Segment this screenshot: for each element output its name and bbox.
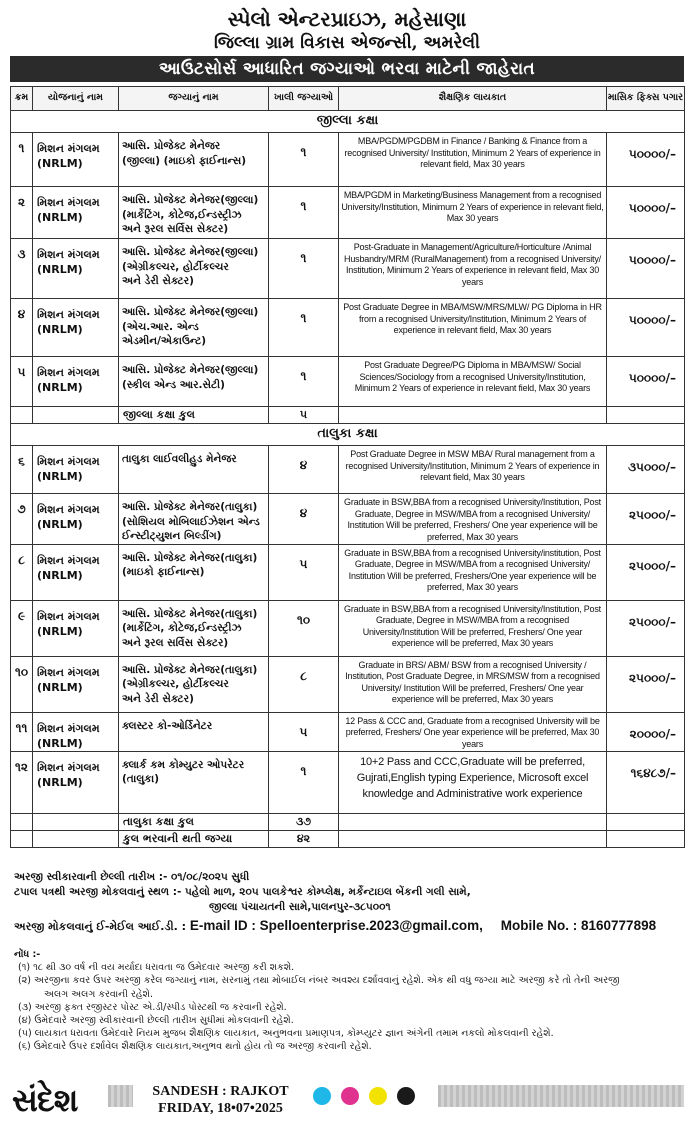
vacancy-cell: ૫ bbox=[269, 712, 339, 751]
section-row-district bbox=[11, 111, 685, 133]
table-row bbox=[11, 656, 685, 712]
table-row bbox=[11, 494, 685, 545]
salary-cell: ૧૬૪૮૭/– bbox=[607, 751, 685, 813]
edition-name: SANDESH : RAJKOT bbox=[152, 1084, 289, 1099]
col-header-vacancies: ખાલી જગ્યાઓ bbox=[269, 87, 339, 111]
qualification-cell: 12 Pass & CCC and, Graduate from a recognised University will be preferred, Freshers/ One year experience will be preferred, Max 30 years bbox=[339, 712, 607, 751]
salary-cell: ૨૫૦૦૦/– bbox=[607, 494, 685, 545]
table-header-row bbox=[11, 87, 685, 111]
vacancy-cell: ૧ bbox=[269, 239, 339, 299]
serial-cell: ૫ bbox=[11, 357, 33, 407]
district-total-value: ૫ bbox=[269, 407, 339, 424]
email-label: અરજી મોકલવાનું ઈ-મેઈલ આઈ.ડી. : bbox=[14, 920, 187, 933]
serial-cell: ૭ bbox=[11, 494, 33, 545]
col-header-salary: માસિક ફિક્સ પગાર bbox=[607, 87, 685, 111]
note-item: અલગ અલગ કરવાની રહેશે. bbox=[44, 988, 154, 1000]
qualification-cell: Post Graduate Degree in MSW MBA/ Rural management from a recognised University/Institution, Minimum 2 Years of experience in relevant field, Max 30 years bbox=[339, 446, 607, 494]
notes-title: નોંધ :- bbox=[14, 949, 41, 960]
salary-cell: ૨૦૦૦૦/– bbox=[607, 712, 685, 751]
table-row bbox=[11, 600, 685, 656]
sandesh-logo: સંદેશ bbox=[12, 1081, 78, 1119]
serial-cell: ૪ bbox=[11, 299, 33, 357]
col-header-post: જગ્યાનું નામ bbox=[119, 87, 269, 111]
serial-cell: ૩ bbox=[11, 239, 33, 299]
district-total-label: જીલ્લા કક્ષા કુલ bbox=[119, 407, 269, 424]
newspaper-footer bbox=[0, 1080, 694, 1121]
salary-cell: ૨૫૦૦૦/– bbox=[607, 656, 685, 712]
salary-cell: ૫૦૦૦૦/– bbox=[607, 299, 685, 357]
qualification-cell: MBA/PGDM/PGDBM in Finance / Banking & Finance from a recognised University/ Institution, Minimum 2 Years of experience in relevant field, Max 30 years bbox=[339, 133, 607, 187]
serial-cell: ૯ bbox=[11, 600, 33, 656]
yellow-swatch bbox=[369, 1087, 387, 1105]
post-cell: આસિ. પ્રોજેક્ટ મેનેજર (જીલ્લા) (માઇકો ફાઈનાન્સ) bbox=[119, 133, 269, 187]
salary-cell: ૫૦૦૦૦/– bbox=[607, 187, 685, 239]
post-cell: આસિ. પ્રોજેક્ટ મેનેજર(જીલ્લા) (સ્કીલ એન્ડ આર.સેટી) bbox=[119, 357, 269, 407]
serial-cell: ૧૧ bbox=[11, 712, 33, 751]
taluka-total-row bbox=[11, 813, 685, 830]
qualification-cell: MBA/PGDM in Marketing/Business Management from a recognised University/Institution, Minimum 2 Years of experience in relevant field, Max 30 years bbox=[339, 187, 607, 239]
grand-total-value: ૪૨ bbox=[269, 830, 339, 847]
grand-total-row bbox=[11, 830, 685, 847]
qualification-cell: Graduate in BRS/ ABM/ BSW from a recognised University / Institution, Post Graduate Degree, in MRS/MSW from a recognised University/ Institution Will be preferred, Freshers/ One year experience will be preferred, Max 30 years bbox=[339, 656, 607, 712]
scheme-cell: મિશન મંગલમ (NRLM) bbox=[33, 239, 119, 299]
post-cell: આસિ. પ્રોજેક્ટ મેનેજર(તાલુકા) (માર્કેટિંગ, કોટેજ,ઈન્ડસ્ટ્રીઝ અને રૂરલ સર્વિસ સેક્ટર) bbox=[119, 600, 269, 656]
note-item: (૩) અરજી ફક્ત રજીસ્ટર પોસ્ટ એ.ડી/સ્પીડ પોસ્ટથી જ કરવાની રહેશે. bbox=[18, 1001, 287, 1013]
note-item: (૨) અરજીના કવર ઉપર અરજી કરેલ જગ્યાનું નામ, સરનામું તથા મોબાઈલ નંબર અવશ્ય દર્શાવવાનું રહેશે. એક થી વધુ જગ્યા માટે અરજી કરે તો તેની અરજી bbox=[18, 975, 620, 987]
vacancy-cell: ૧ bbox=[269, 187, 339, 239]
grand-total-label: કુલ ભરવાની થતી જગ્યા bbox=[119, 830, 269, 847]
table-row bbox=[11, 446, 685, 494]
section-title-taluka: તાલુકા કક્ષા bbox=[11, 424, 685, 446]
edition-date: FRIDAY, 18•07•2025 bbox=[158, 1101, 283, 1116]
qualification-cell: Post-Graduate in Management/Agriculture/Horticulture /Animal Husbandry/MRM (RuralManagement) from a recognised University/ Institution, Minimum 2 Years of experience in relevant field, Max 30 years bbox=[339, 239, 607, 299]
vacancy-cell: ૫ bbox=[269, 544, 339, 600]
post-cell: ક્લાર્ક કમ કોમ્યુટર ઓપરેટર (તાલુકા) bbox=[119, 751, 269, 813]
email-line bbox=[14, 918, 684, 934]
post-cell: આસિ. પ્રોજેક્ટ મેનેજર(તાલુકા) (એગ્રીકલ્ચર, હોર્ટીકલ્ચર અને ડેરી સેક્ટર) bbox=[119, 656, 269, 712]
scheme-cell: મિશન મંગલમ (NRLM) bbox=[33, 712, 119, 751]
serial-cell: ૮ bbox=[11, 544, 33, 600]
table-row bbox=[11, 133, 685, 187]
agency-title: જિલ્લા ગ્રામ વિકાસ એજન્સી, અમરેલી bbox=[214, 33, 480, 53]
table-row bbox=[11, 544, 685, 600]
table-row bbox=[11, 299, 685, 357]
scheme-cell: મિશન મંગલમ (NRLM) bbox=[33, 751, 119, 813]
salary-cell: ૨૫૦૦૦/– bbox=[607, 544, 685, 600]
post-cell: આસિ. પ્રોજેક્ટ મેનેજર(તાલુકા) (સોશિયલ મોબિલાઈઝેશન એન્ડ ઈન્સ્ટીટ્યુશન બિલ્ડીંગ) bbox=[119, 494, 269, 545]
table-row bbox=[11, 357, 685, 407]
salary-cell: ૫૦૦૦૦/– bbox=[607, 357, 685, 407]
vacancy-cell: ૧ bbox=[269, 751, 339, 813]
note-item: (૫) લાયકાત ધરાવતા ઉમેદવારે નિયમ મુજબ શૈક્ષણિક લાયકાત, અનુભવના પ્રમાણપત્ર, કોમ્પ્યુટર જ્ઞાન અંગેની તમામ નકલો મોકલવાની રહેશે. bbox=[18, 1028, 554, 1040]
scheme-cell: મિશન મંગલમ (NRLM) bbox=[33, 656, 119, 712]
scheme-cell: મિશન મંગલમ (NRLM) bbox=[33, 187, 119, 239]
scheme-cell: મિશન મંગલમ (NRLM) bbox=[33, 446, 119, 494]
vacancy-table bbox=[10, 86, 685, 848]
table-row bbox=[11, 712, 685, 751]
vacancy-cell: ૧ bbox=[269, 133, 339, 187]
post-cell: તાલુકા લાઈવલીહુડ મેનેજર bbox=[119, 446, 269, 494]
table-row bbox=[11, 187, 685, 239]
col-header-scheme: યોજનાનું નામ bbox=[33, 87, 119, 111]
edition-block bbox=[133, 1083, 308, 1117]
serial-cell: ૧૦ bbox=[11, 656, 33, 712]
col-header-serial: ક્રમ bbox=[11, 87, 33, 111]
post-cell: આસિ. પ્રોજેક્ટ મેનેજર(જીલ્લા) (એગ્રીકલ્ચર, હોર્ટીકલ્ચર અને ડેરી સેક્ટર) bbox=[119, 239, 269, 299]
qualification-cell: Post Graduate Degree in MBA/MSW/MRS/MLW/ PG Diploma in HR from a recognised University/Institution, Minimum 2 Years of experience in relevant field, Max 30 years bbox=[339, 299, 607, 357]
scheme-cell: મિશન મંગલમ (NRLM) bbox=[33, 494, 119, 545]
qualification-cell: 10+2 Pass and CCC,Graduate will be preferred, Gujrati,English typing Experience, Microsoft excel knowledge and Administrative work experience bbox=[339, 751, 607, 813]
district-total-row bbox=[11, 407, 685, 424]
notice-banner: આઉટસોર્સ આધારિત જગ્યાઓ ભરવા માટેની જાહેરાત bbox=[10, 56, 684, 82]
serial-cell: ૧૨ bbox=[11, 751, 33, 813]
postal-address-line-2: જીલ્લા પંચાયતની સામે,પાલનપુર-૩૮૫૦૦૧ bbox=[209, 901, 391, 913]
cyan-swatch bbox=[313, 1087, 331, 1105]
table-row bbox=[11, 751, 685, 813]
taluka-total-label: તાલુકા કક્ષા કુલ bbox=[119, 813, 269, 830]
note-item: (૪) ઉમેદવારે અરજી સ્વીકારવાની છેલ્લી તારીખ સુધીમાં મોકલવાની રહેશે. bbox=[18, 1015, 294, 1027]
black-swatch bbox=[397, 1087, 415, 1105]
organization-title: સ્પેલો એન્ટરપ્રાઇઝ, મહેસાણા bbox=[227, 7, 467, 31]
qualification-cell: Graduate in BSW,BBA from a recognised University/institution, Post Graduate, Degree in MSW/MBA from a recognised University/ Institution Will be preferred, Freshers/One year experience will be preferred, Max 30 years bbox=[339, 544, 607, 600]
scheme-cell: મિશન મંગલમ (NRLM) bbox=[33, 299, 119, 357]
vacancy-cell: ૪ bbox=[269, 446, 339, 494]
mobile-number: Mobile No. : 8160777898 bbox=[500, 918, 657, 933]
vacancy-cell: ૧૦ bbox=[269, 600, 339, 656]
scheme-cell: મિશન મંગલમ (NRLM) bbox=[33, 600, 119, 656]
post-cell: આસિ. પ્રોજેક્ટ મેનેજર(તાલુકા) (માઇકો ફાઈનાન્સ) bbox=[119, 544, 269, 600]
section-title-district: જીલ્લા કક્ષા bbox=[11, 111, 685, 133]
salary-cell: ૫૦૦૦૦/– bbox=[607, 133, 685, 187]
col-header-qualification: શૈક્ષણિક લાયકાત bbox=[339, 87, 607, 111]
qualification-cell: Graduate in BSW,BBA from a recognised University/Institution, Post Graduate, Degree in MSW/MBA from a recognised University/ Institution Will be preferred, Freshers/ One year experience will be preferred, Max 30 years bbox=[339, 494, 607, 545]
post-cell: આસિ. પ્રોજેક્ટ મેનેજર(જીલ્લા) (માર્કેટિંગ, કોટેજ,ઈન્ડસ્ટ્રીઝ અને રૂરલ સર્વિસ સેક્ટર) bbox=[119, 187, 269, 239]
postal-address-line: ટપાલ પત્રથી અરજી મોકલવાનું સ્થળ :- પહેલો માળ, ૨૦૫ પાલકેશ્વર કોમ્પ્લેક્ષ, મર્કેન્ટાઇલ બેંકની ગલી સામે, bbox=[14, 886, 471, 898]
vacancy-cell: ૧ bbox=[269, 357, 339, 407]
salary-cell: ૩૫૦૦૦/– bbox=[607, 446, 685, 494]
section-row-taluka bbox=[11, 424, 685, 446]
table-row bbox=[11, 239, 685, 299]
magenta-swatch bbox=[341, 1087, 359, 1105]
qualification-cell: Graduate in BSW,BBA from a recognised University/Institution, Post Graduate, Degree in MSW/MBA from a recognised University/Institution Will be preferred, Freshers/ One year experience will be preferred, Max 30 years bbox=[339, 600, 607, 656]
serial-cell: ૨ bbox=[11, 187, 33, 239]
note-item: (૬) ઉમેદવારે ઉપર દર્શાવેલ શૈક્ષણિક લાયકાત,અનુભવ થતો હોય તો જ અરજી કરવાની રહેશે. bbox=[18, 1041, 372, 1053]
email-address: E-mail ID : Spelloenterprise.2023@gmail.com, bbox=[189, 918, 483, 933]
vacancy-cell: ૮ bbox=[269, 656, 339, 712]
vacancy-cell: ૪ bbox=[269, 494, 339, 545]
scheme-cell: મિશન મંગલમ (NRLM) bbox=[33, 133, 119, 187]
scheme-cell: મિશન મંગલમ (NRLM) bbox=[33, 544, 119, 600]
grey-bar-right bbox=[438, 1085, 684, 1107]
vacancy-cell: ૧ bbox=[269, 299, 339, 357]
post-cell: આસિ. પ્રોજેક્ટ મેનેજર(જીલ્લા) (એચ.આર. એન્ડ એડમીન/એકાઉન્ટ) bbox=[119, 299, 269, 357]
serial-cell: ૧ bbox=[11, 133, 33, 187]
taluka-total-value: ૩૭ bbox=[269, 813, 339, 830]
qualification-cell: Post Graduate Degree/PG Diploma in MBA/MSW/ Social Sciences/Sociology from a recognised University/Institution, Minimum 2 Years of experience in relevant field, Max 30 years bbox=[339, 357, 607, 407]
serial-cell: ૬ bbox=[11, 446, 33, 494]
notes-section bbox=[14, 948, 684, 1054]
note-item: (૧) ૧૮ થી ૩૦ વર્ષ ની વય મર્યાદા ધરાવતા જ ઉમેદવાર અરજી કરી શકશે. bbox=[18, 962, 295, 974]
post-cell: ક્લસ્ટર કો-ઓર્ડિનેટર bbox=[119, 712, 269, 751]
salary-cell: ૫૦૦૦૦/– bbox=[607, 239, 685, 299]
salary-cell: ૨૫૦૦૦/– bbox=[607, 600, 685, 656]
scheme-cell: મિશન મંગલમ (NRLM) bbox=[33, 357, 119, 407]
last-date-line: અરજી સ્વીકારવાની છેલ્લી તારીખ :- ૦૧/૦૮/૨૦૨૫ સુધી bbox=[14, 871, 250, 883]
